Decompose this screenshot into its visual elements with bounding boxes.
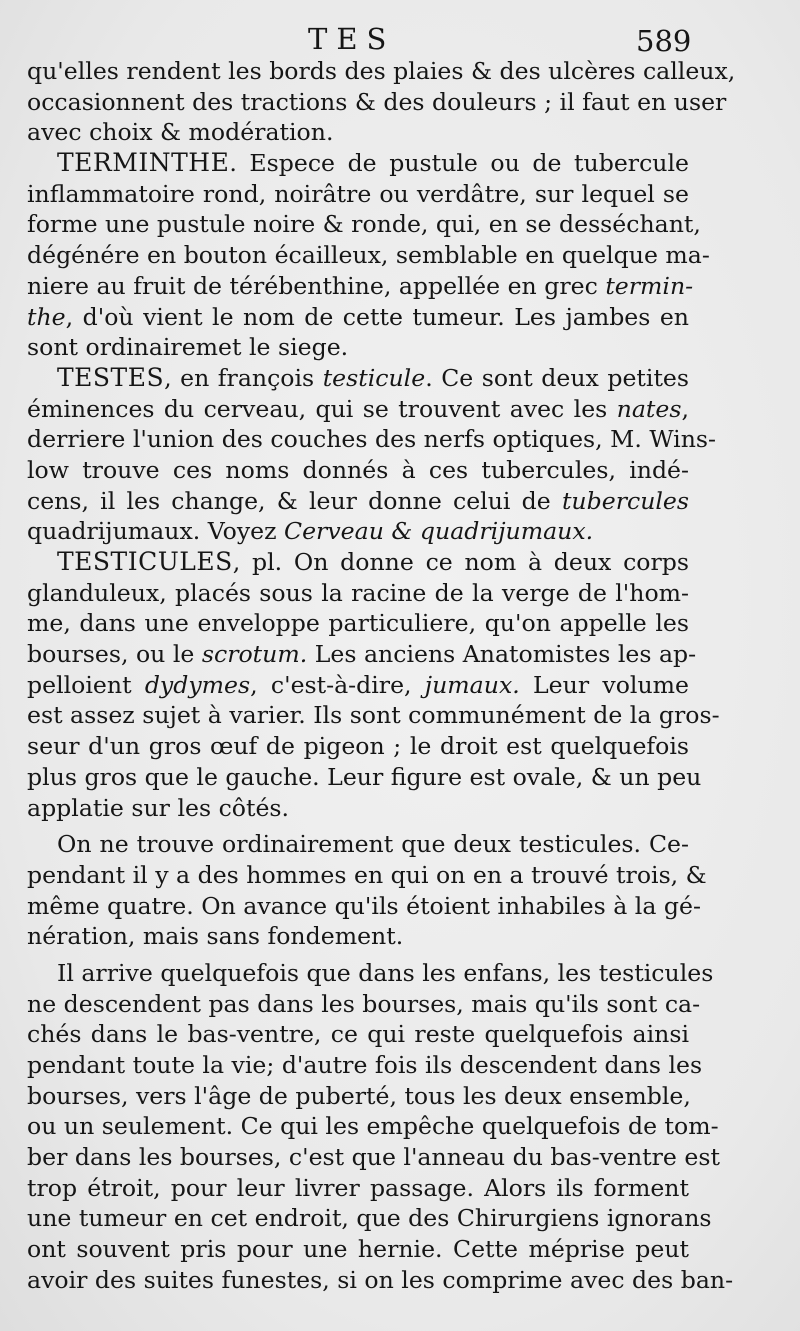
text-line: nération, mais sans fondement. bbox=[27, 922, 404, 951]
entry-testes-first-line: TESTES, en françois testicule. Ce sont deux petites bbox=[57, 362, 689, 392]
text-line: est assez sujet à varier. Ils sont communément de la gros- bbox=[27, 701, 720, 730]
text-line: ou un seulement. Ce qui les empêche quelquefois de tom- bbox=[27, 1112, 719, 1141]
entry-terminthe-first-line: TERMINTHE. Espece de pustule ou de tubercule bbox=[57, 148, 689, 178]
text-line: pendant il y a des hommes en qui on en a trouvé trois, & bbox=[27, 860, 707, 889]
text-line: glanduleux, placés sous la racine de la verge de l'hom- bbox=[27, 578, 689, 607]
text-line: low trouve ces noms donnés à ces tubercules, indé- bbox=[27, 455, 689, 484]
text-line: pendant toute la vie; d'autre fois ils descendent dans les bbox=[27, 1051, 703, 1079]
text-line: bourses, vers l'âge de puberté, tous les deux ensemble, bbox=[27, 1081, 691, 1110]
text-line: occasionnent des tractions & des douleurs ; il faut en user bbox=[27, 87, 727, 116]
text-line: avec choix & modération. bbox=[27, 118, 334, 147]
text-line: une tumeur en cet endroit, que des Chirurgiens ignorans bbox=[27, 1204, 712, 1233]
text-line: avoir des suites funestes, si on les comprime avec des ban- bbox=[27, 1265, 734, 1294]
text-line: sont ordinairemet le siege. bbox=[27, 333, 349, 362]
text-line: dégénére en bouton écailleux, semblable en quelque ma- bbox=[27, 241, 710, 270]
text-line: qu'elles rendent les bords des plaies & des ulcères calleux, bbox=[27, 57, 736, 85]
text-line: plus gros que le gauche. Leur figure est ovale, & un peu bbox=[27, 762, 702, 791]
entry-testicules-first-line: TESTICULES, pl. On donne ce nom à deux corps bbox=[57, 547, 689, 576]
text-line: ne descendent pas dans les bourses, mais qu'ils sont ca- bbox=[27, 989, 701, 1018]
text-line: seur d'un gros œuf de pigeon ; le droit est quelquefois bbox=[27, 732, 689, 761]
text-line: bourses, ou le scrotum. Les anciens Anatomistes les ap- bbox=[27, 640, 697, 669]
text-line: applatie sur les côtés. bbox=[27, 793, 290, 822]
text-line: pelloient dydymes, c'est-à-dire, jumaux. Leur volume bbox=[27, 670, 689, 699]
text-line: trop étroit, pour leur livrer passage. Alors ils forment bbox=[27, 1173, 689, 1202]
text-line: éminences du cerveau, qui se trouvent avec les nates, bbox=[27, 394, 689, 423]
text-line: the, d'où vient le nom de cette tumeur. Les jambes en bbox=[27, 302, 689, 331]
text-line: chés dans le bas-ventre, ce qui reste quelquefois ainsi bbox=[27, 1020, 689, 1049]
text-line: ber dans les bourses, c'est que l'anneau du bas-ventre est bbox=[27, 1143, 720, 1172]
text-line: ont souvent pris pour une hernie. Cette méprise peut bbox=[27, 1235, 689, 1264]
text-line: me, dans une enveloppe particuliere, qu'on appelle les bbox=[27, 609, 689, 638]
text-line: inflammatoire rond, noirâtre ou verdâtre, sur lequel se bbox=[27, 179, 689, 208]
text-line: quadrijumaux. Voyez Cerveau & quadrijumaux. bbox=[27, 517, 594, 546]
page-number: 589 bbox=[636, 24, 692, 58]
text-body bbox=[27, 56, 736, 1296]
text-line: forme une pustule noire & ronde, qui, en se desséchant, bbox=[27, 210, 701, 239]
running-head-title: TES bbox=[308, 22, 396, 56]
text-line: derriere l'union des couches des nerfs optiques, M. Wins- bbox=[27, 425, 716, 454]
paragraph-first-line: On ne trouve ordinairement que deux testicules. Ce- bbox=[57, 830, 689, 859]
paragraph-first-line: Il arrive quelquefois que dans les enfans, les testicules bbox=[57, 958, 714, 987]
text-line: même quatre. On avance qu'ils étoient inhabiles à la gé- bbox=[27, 891, 701, 920]
text-line: niere au fruit de térébenthine, appellée en grec termin- bbox=[27, 271, 694, 300]
text-line: cens, il les change, & leur donne celui de tubercules bbox=[27, 486, 689, 515]
